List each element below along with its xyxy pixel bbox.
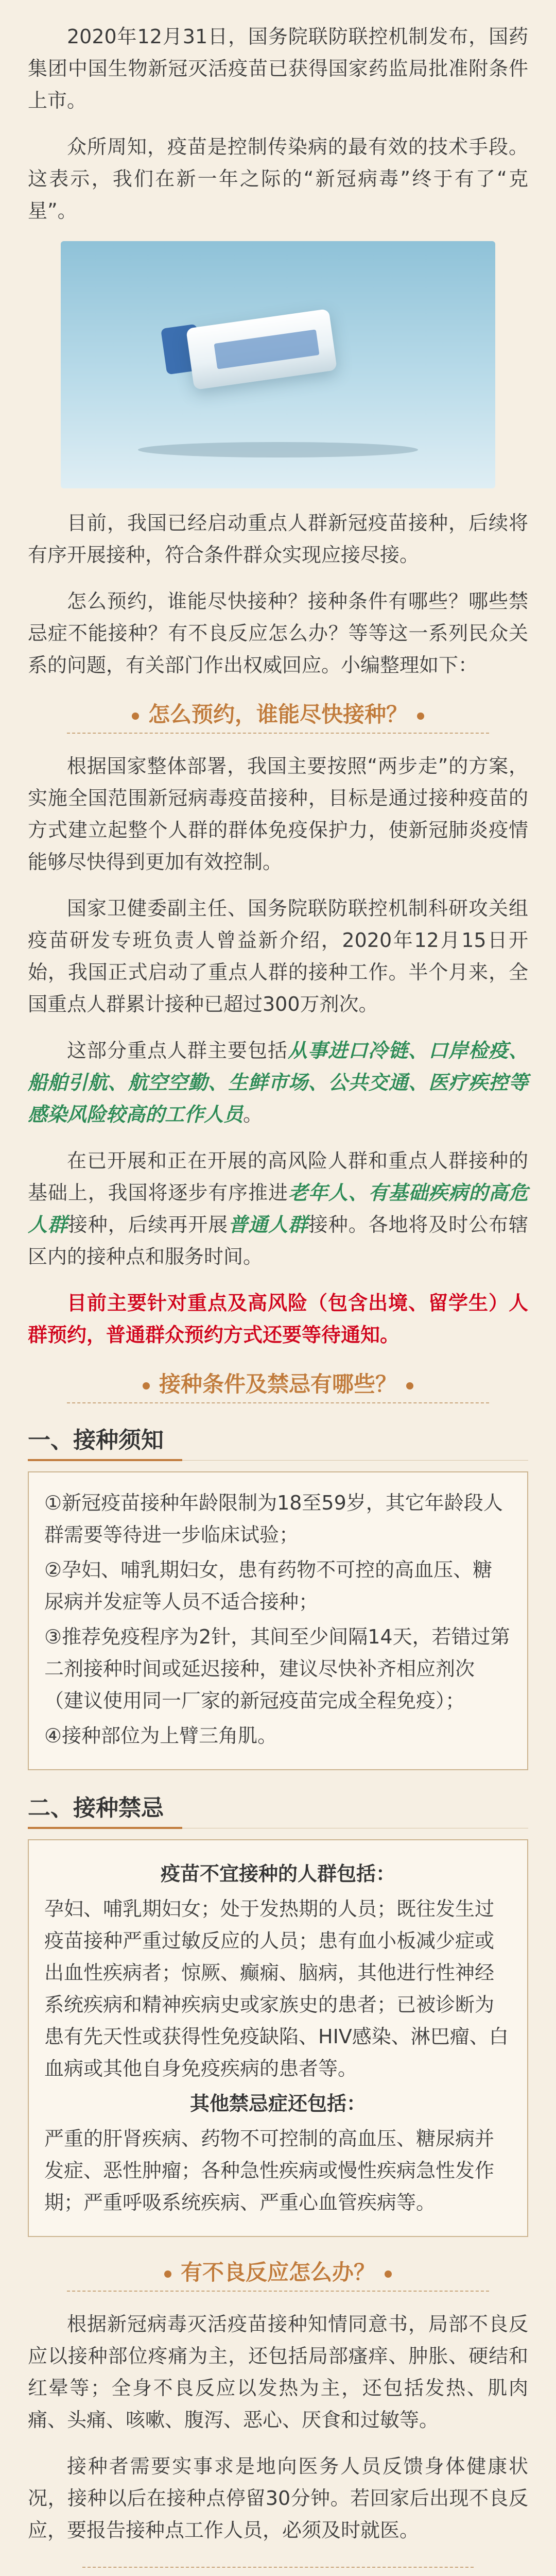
title-dot-icon <box>132 713 139 720</box>
section-divider <box>67 1402 489 1403</box>
booking-notice: 目前主要针对重点及高风险（包含出境、留学生）人群预约，普通群众预约方式还要等待通知。 <box>28 1292 528 1346</box>
subsection-title-bans <box>28 1788 528 1829</box>
reactions-paragraph-1: 根据新冠病毒灭活疫苗接种知情同意书，局部不良反应以接种部位疼痛为主，还包括局部瘙痒、肿胀、硬结和红晕等；全身不良反应以发热为主，还包括发热、肌肉痛、头痛、咳嗽、腹泻、恶心、厌食和过敏等。 <box>28 2313 528 2431</box>
section-title-text: 怎么预约，谁能尽快接种？ <box>148 702 408 727</box>
highlight-general: 普通人群 <box>228 1213 308 1236</box>
vaccine-photo <box>61 241 495 488</box>
reactions-paragraph-2: 接种者需要实事求是地向医务人员反馈身体健康状况，接种以后在接种点停留30分钟。若回家后出现不良反应，要报告接种点工作人员，必须及时就医。 <box>28 2455 528 2541</box>
section-title-booking <box>0 697 556 733</box>
other-bans-text: 严重的肝肾疾病、药物不可控制的高血压、糖尿病并发症、恶性肿瘤；各种急性疾病或慢性疾病急性发作期；严重呼吸系统疾病、严重心血管疾病等。 <box>44 2127 495 2214</box>
bans-text: 孕妇、哺乳期妇女；处于发热期的人员；既往发生过疫苗接种严重过敏反应的人员；患有血小板减少症或出血性疾病者；惊厥、癫痫、脑病，其他进行性神经系统疾病和精神疾病史或家族史的患者；已被诊断为患有先天性或获得性免疫缺陷、HIV感染、淋巴瘤、白血病或其他自身免疫疾病的患者等。 <box>44 1897 509 2080</box>
section-title-conditions <box>0 1366 556 1402</box>
text-span: 接种，后续再开展 <box>67 1213 229 1236</box>
intro-paragraph-2: 众所周知，疫苗是控制传染病的最有效的技术手段。这表示，我们在新一年之际的“新冠病毒”终于有了“克星”。 <box>28 135 528 222</box>
title-dot-icon <box>164 2270 171 2278</box>
title-dot-icon <box>406 1382 413 1389</box>
section-title-other-vaccines <box>82 2567 474 2576</box>
bans-heading: 疫苗不宜接种的人群包括： <box>160 1862 395 1885</box>
section-divider <box>67 2291 489 2292</box>
title-dot-icon <box>143 1382 150 1389</box>
booking-paragraph-1: 根据国家整体部署，我国主要按照“两步走”的方案，实施全国范围新冠病毒疫苗接种，目标是通过接种疫苗的方式建立起整个人群的群体免疫保护力，使新冠肺炎疫情能够尽快得到更加有效控制。 <box>28 755 528 873</box>
other-bans-heading: 其他禁忌症还包括： <box>189 2092 366 2115</box>
section-title-text: 有不良反应怎么办？ <box>180 2260 375 2285</box>
title-dot-icon <box>417 713 424 720</box>
booking-paragraph-2: 国家卫健委副主任、国务院联防联控机制科研攻关组疫苗研发专班负责人曾益新介绍，2020年12月15日开始，我国正式启动了重点人群的接种工作。半个月来，全国重点人群累计接种已超过300万剂次。 <box>28 897 528 1015</box>
section-title-reactions <box>0 2255 556 2291</box>
highlight-groups: 从事进口冷链、口岸检疫、船舶引航、航空空勤、生鲜市场、公共交通、医疗疾控等感染风险较高的工作人员 <box>28 1039 528 1126</box>
needs-item: ①新冠疫苗接种年龄限制为18至59岁，其它年龄段人群需要等待进一步临床试验； <box>44 1492 503 1546</box>
needs-item: ④接种部位为上臂三角肌。 <box>44 1724 277 1747</box>
highlight-elderly: 老年人、有基础疾病的高危人群 <box>28 1181 528 1236</box>
booking-paragraph-4 <box>28 1145 528 1273</box>
intro-paragraph-3: 目前，我国已经启动重点人群新冠疫苗接种，后续将有序开展接种，符合条件群众实现应接尽接。 <box>28 512 528 566</box>
section-divider <box>67 733 489 734</box>
intro-paragraph-4: 怎么预约，谁能尽快接种？接种条件有哪些？哪些禁忌症不能接种？有不良反应怎么办？等等这一系列民众关系的问题，有关部门作出权威回应。小编整理如下： <box>28 590 528 676</box>
subsection-title-text: 二、接种禁忌 <box>28 1795 164 1821</box>
bans-card <box>28 1839 528 2237</box>
needs-card <box>28 1471 528 1770</box>
title-underline <box>28 1827 182 1829</box>
needs-item: ②孕妇、哺乳期妇女，患有药物不可控的高血压、糖尿病并发症等人员不适合接种； <box>44 1558 493 1613</box>
section-title-text: 接种条件及禁忌有哪些？ <box>159 1371 397 1397</box>
needs-item: ③推荐免疫程序为2针，其间至少间隔14天，若错过第二剂接种时间或延迟接种，建议尽快补齐相应剂次（建议使用同一厂家的新冠疫苗完成全程免疫）； <box>44 1625 510 1712</box>
intro-paragraph-1: 2020年12月31日，国务院联防联控机制发布，国药集团中国生物新冠灭活疫苗已获得国家药监局批准附条件上市。 <box>28 25 528 112</box>
text-span: 。 <box>243 1103 263 1126</box>
photo-shadow <box>138 442 418 457</box>
title-underline <box>28 1459 182 1461</box>
booking-paragraph-3 <box>28 1035 528 1130</box>
subsection-title-text: 一、接种须知 <box>28 1427 164 1453</box>
text-span: 在已开展和正在开展的高风险人群和重点人群接种的基础上，我国将逐步有序推进 <box>28 1149 528 1204</box>
text-span: 这部分重点人群主要包括 <box>67 1039 288 1062</box>
title-dot-icon <box>385 2270 392 2278</box>
subsection-title-needs <box>28 1420 528 1461</box>
text-span: 接种。各地将及时公布辖区内的接种点和服务时间。 <box>28 1213 528 1268</box>
title-rule <box>182 1460 528 1461</box>
